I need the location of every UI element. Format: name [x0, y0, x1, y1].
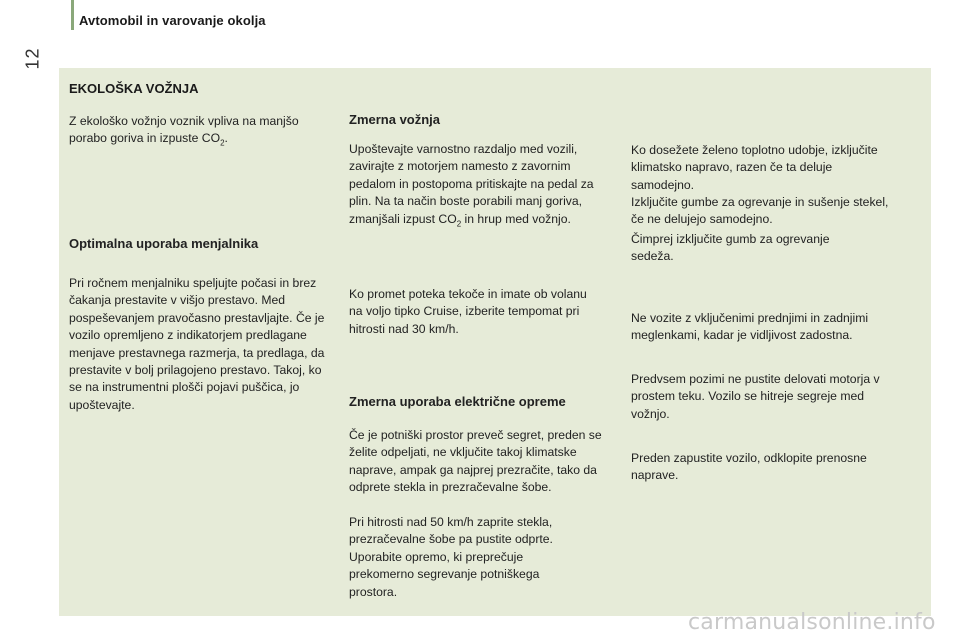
right-text-5: Predvsem pozimi ne pustite delovati motorja v prostem teku. Vozilo se hitreje segreje med vožnjo.	[631, 372, 880, 421]
page-header-title: Avtomobil in varovanje okolja	[79, 13, 266, 28]
electrical-text-2: Pri hitrosti nad 50 km/h zaprite stekla, prezračevalne šobe pa pustite odprte.	[349, 515, 553, 547]
heading-electrical: Zmerna uporaba električne opreme	[349, 394, 566, 409]
moderate-driving-text-2: Ko promet poteka tekoče in imate ob volanu na voljo tipko Cruise, izberite tempomat pri hitrosti nad 30 km/h.	[349, 287, 587, 336]
watermark: carmanualsonline.info	[688, 610, 936, 635]
right-text-6: Preden zapustite vozilo, odklopite prenosne naprave.	[631, 451, 867, 483]
moderate-driving-text-1: Upoštevajte varnostno razdaljo med vozili, zavirajte z motorjem namesto z zavornim pedalom in postopoma pritiskajte na pedal za plin. Na ta način boste porabili manj goriva, zmanjšali izpust $CO_2$ in hrup med vožnjo.	[349, 142, 594, 229]
right-text-1: Ko dosežete želeno toplotno udobje, izključite klimatsko napravo, razen če ta deluje samodejno.	[631, 143, 878, 192]
header-accent-bar	[71, 0, 74, 30]
right-text-3: Čimprej izključite gumb za ogrevanje sedeža.	[631, 232, 830, 264]
heading-gearbox: Optimalna uporaba menjalnika	[69, 236, 259, 251]
heading-moderate-driving: Zmerna vožnja	[349, 112, 441, 127]
right-text-4: Ne vozite z vključenimi prednjimi in zadnjimi meglenkami, kadar je vidljivost zadostna.	[631, 311, 869, 343]
section-title: EKOLOŠKA VOŽNJA	[69, 81, 199, 96]
intro-text: Z ekološko vožnjo voznik vpliva na manjšo porabo goriva in izpuste $CO_2$.	[69, 114, 299, 148]
gearbox-text: Pri ročnem menjalniku speljujte počasi in brez čakanja prestavite v višjo prestavo. Med pospeševanjem pravočasno prestavljajte. Če je vozilo opremljeno z indikatorjem predlagane menjave prestavnega razmerja, ta predlaga, da prestavite v bolj prilagojeno prestavo. Takoj, ko se na instrumentni plošči pojavi puščica, jo upoštevajte.	[69, 276, 325, 412]
electrical-text-1: Če je potniški prostor preveč segret, preden se želite odpeljati, ne vključite takoj klimatske naprave, ampak ga najprej prezračite, tako da odprete stekla in prezračevalne šobe.	[349, 428, 602, 495]
page-number: 12	[22, 47, 43, 70]
right-text-2: Izključite gumbe za ogrevanje in sušenje stekel, če ne delujejo samodejno.	[631, 195, 889, 227]
electrical-text-3: Uporabite opremo, ki preprečuje prekomerno segrevanje potniškega prostora.	[349, 550, 540, 599]
